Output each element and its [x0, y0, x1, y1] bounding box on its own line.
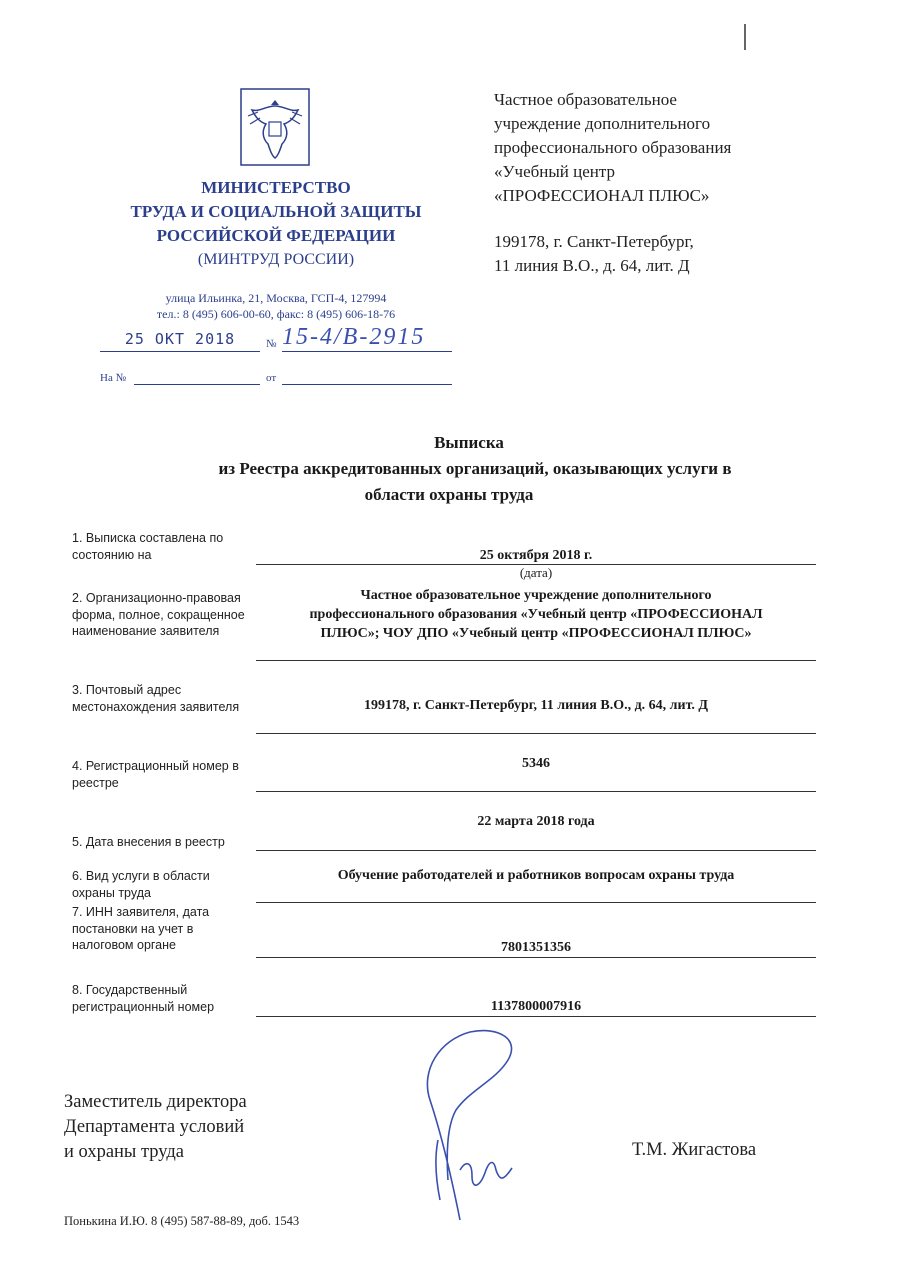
- reply-from-line: [282, 384, 452, 385]
- field-value-4: 5346: [522, 756, 550, 771]
- ministry-address: улица Ильинка, 21, Москва, ГСП-4, 127994: [165, 291, 387, 305]
- reply-to-label: На №: [100, 372, 127, 384]
- ministry-line-2: ТРУДА И СОЦИАЛЬНОЙ ЗАЩИТЫ: [130, 202, 422, 221]
- signatory-position-line: Заместитель директора: [64, 1092, 247, 1112]
- field-value-2-line-3: ПЛЮС»; ЧОУ ДПО «Учебный центр «ПРОФЕССИОНАЛ ПЛЮС»: [320, 626, 752, 641]
- reply-from-label: от: [266, 372, 277, 384]
- ministry-name: [100, 176, 452, 272]
- field-value-2-line-2: профессионального образования «Учебный центр «ПРОФЕССИОНАЛ: [309, 607, 763, 622]
- field-value-8: 1137800007916: [490, 999, 582, 1014]
- date-underline: [100, 351, 260, 352]
- executor-contact: Понькина И.Ю. 8 (495) 587-88-89, доб. 1543: [64, 1214, 300, 1228]
- field-value-1: 25 октября 2018 г.: [479, 548, 593, 563]
- handwritten-signature: [400, 1020, 540, 1240]
- field-label-2: 2. Организационно-правовая форма, полное, сокращенное наименование заявителя: [72, 591, 245, 638]
- recipient-line: профессионального образования: [494, 138, 732, 157]
- ministry-contacts: [100, 290, 452, 322]
- field-underline-6: [256, 902, 816, 903]
- field-value-6: Обучение работодателей и работников вопросам охраны труда: [337, 868, 735, 883]
- ministry-line-3: РОССИЙСКОЙ ФЕДЕРАЦИИ: [156, 226, 396, 245]
- field-note-1: (дата): [519, 565, 553, 580]
- recipient-line: «Учебный центр: [494, 162, 616, 181]
- recipient-line: «ПРОФЕССИОНАЛ ПЛЮС»: [494, 186, 710, 205]
- ministry-phones: тел.: 8 (495) 606-00-60, факс: 8 (495) 606-18-76: [156, 307, 396, 321]
- recipient-line: Частное образовательное: [494, 90, 677, 109]
- signatory-name: Т.М. Жигастова: [632, 1140, 757, 1160]
- field-value-2-line-1: Частное образовательное учреждение дополнительного: [360, 588, 712, 603]
- outgoing-number-handwritten: 15-4/В-2915: [282, 324, 426, 350]
- field-label-8: 8. Государственный регистрационный номер: [72, 983, 215, 1014]
- field-underline-4: [256, 791, 816, 792]
- scan-mark: [740, 22, 750, 52]
- signatory-position: [64, 1090, 247, 1165]
- ministry-line-1: МИНИСТЕРСТВО: [201, 178, 351, 197]
- number-underline: [282, 351, 452, 352]
- signatory-position-line: Департамента условий: [64, 1117, 245, 1137]
- field-underline-5: [256, 850, 816, 851]
- document-title: Выписка: [434, 433, 504, 452]
- field-value-7: 7801351356: [501, 940, 571, 955]
- field-underline-8: [256, 1016, 816, 1017]
- field-underline-2: [256, 660, 816, 661]
- outgoing-date-stamp: 25 ОКТ 2018: [124, 330, 236, 348]
- field-label-4: 4. Регистрационный номер в реестре: [72, 759, 239, 790]
- field-label-7: 7. ИНН заявителя, дата постановки на учет в налоговом органе: [72, 905, 210, 952]
- ministry-short-name: (МИНТРУД РОССИИ): [197, 251, 355, 268]
- number-sign: №: [266, 338, 277, 350]
- field-label-1: 1. Выписка составлена по состоянию на: [72, 531, 224, 562]
- reply-to-line: [134, 384, 260, 385]
- field-value-3: 199178, г. Санкт-Петербург, 11 линия В.О., д. 64, лит. Д: [363, 698, 709, 713]
- recipient-address-line: 11 линия В.О., д. 64, лит. Д: [494, 256, 690, 275]
- recipient-address-line: 199178, г. Санкт-Петербург,: [494, 232, 694, 251]
- field-underline-7: [256, 957, 816, 958]
- coat-of-arms-icon: [238, 86, 312, 168]
- document-subtitle-line-2: области охраны труда: [364, 485, 534, 504]
- field-underline-3: [256, 733, 816, 734]
- signatory-position-line: и охраны труда: [64, 1142, 185, 1162]
- field-label-5: 5. Дата внесения в реестр: [72, 835, 225, 849]
- field-value-5: 22 марта 2018 года: [477, 814, 595, 829]
- document-subtitle-line-1: из Реестра аккредитованных организаций, оказывающих услуги в: [218, 459, 732, 478]
- field-label-3: 3. Почтовый адрес местонахождения заявителя: [72, 683, 240, 714]
- recipient-line: учреждение дополнительного: [494, 114, 711, 133]
- field-label-6: 6. Вид услуги в области охраны труда: [72, 869, 210, 900]
- recipient-block: [494, 88, 884, 278]
